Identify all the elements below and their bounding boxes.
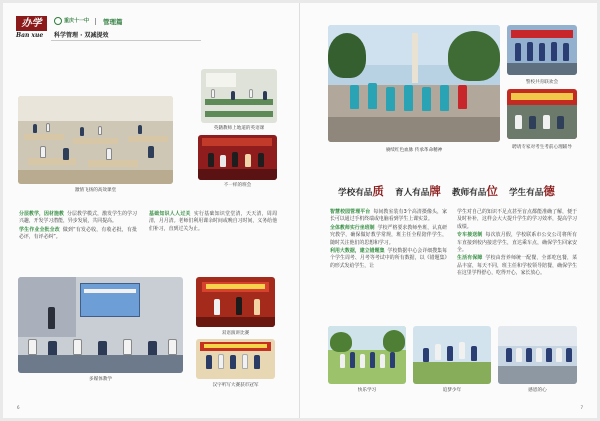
paragraph-meals <box>457 255 577 277</box>
paragraph-teachers-office <box>330 225 447 247</box>
caption-dictation-champion: 汉字听写大赛获市冠军 <box>212 383 259 388</box>
paragraph-body: 学校数据中心会详细搜集每个学生周考、月考等考试中的所有数据，以《错题集》的形式发给学生，让 <box>330 248 447 269</box>
school-name: 重庆十一中 <box>64 18 90 24</box>
photo-foreign-teacher-class <box>201 69 277 123</box>
slogan-key: 德 <box>543 184 555 198</box>
page-number-left: 6 <box>17 405 20 410</box>
header-divider <box>95 18 96 25</box>
paragraph-basic-knowledge <box>149 211 277 233</box>
caption-thanks-mother: 感恩的心 <box>528 388 547 393</box>
paragraph-body: 学生对自己的知识不足点甚至盲点都能准确了解，便于及时补补，这样会大大提升学生的学习效率，提高学习成绩。 <box>457 209 577 230</box>
paragraph-head: 分层教学，因材施教 <box>19 211 65 217</box>
slogan-taste <box>451 184 498 198</box>
left-page <box>3 3 300 418</box>
slogan-key: 位 <box>486 184 498 198</box>
slogan-virtue <box>508 184 555 198</box>
text-column-left <box>330 209 447 271</box>
slogan-prefix: 教师有品 <box>451 188 487 198</box>
photo-red-spirit <box>328 25 500 142</box>
header-logo <box>16 16 47 40</box>
photo-dictation-champion <box>196 339 275 379</box>
slogan-key: 牌 <box>429 184 441 198</box>
caption-foreign-teacher: 英籍教师上地道的英语课 <box>213 126 265 131</box>
text-column-right <box>149 211 277 234</box>
paragraph-head: 生活有保障 <box>457 255 483 262</box>
caption-red-spirit: 赓续红色血脉 传承革命精神 <box>385 148 443 153</box>
slogan-prefix: 学生有品 <box>508 188 544 198</box>
caption-efficient-class: 激情飞扬的高效课堂 <box>74 188 117 193</box>
photo-multimedia-teaching <box>18 277 183 373</box>
slogan-brand <box>394 184 441 198</box>
paragraph-body: 学校严格要求教师坐班，认真研究教学，确保做好教学常规，班主任全程陪伴学生，随时关注他们的思想和学习。 <box>330 224 447 246</box>
caption-police-school: 警校共育联欢会 <box>525 80 559 85</box>
paragraph-head: 基础知识人人过关 <box>149 211 191 217</box>
logo-chinese: 办学 <box>16 16 47 31</box>
photo-efficient-class <box>18 96 173 184</box>
right-page <box>300 3 597 418</box>
caption-happy-study: 快乐学习 <box>357 388 377 393</box>
caption-dream-youth: 追梦少年 <box>442 388 462 393</box>
paragraph-body: 每间教室装有3个高清摄像头，家长可以通过手机终端或电脑看到学生上课实景。 <box>330 209 447 223</box>
slogan-key: 质 <box>372 184 384 198</box>
paragraph-smart-campus <box>330 209 447 224</box>
paragraph-layered-teaching <box>19 211 137 226</box>
school-emblem-icon <box>54 17 62 25</box>
caption-class-meeting: 不一样的班会 <box>223 183 252 188</box>
paragraph-bus <box>457 232 577 254</box>
paragraph-head: 专车接送制 <box>457 232 483 239</box>
caption-speech-contest: 双语演讲比赛 <box>221 331 250 336</box>
paragraph-head: 全体教师实行坐班制 <box>330 224 375 231</box>
paragraph-big-data-cont <box>457 209 577 231</box>
photo-police-school <box>507 25 577 75</box>
paragraph-big-data <box>330 248 447 270</box>
subtitle: 科学管理 · 双减提效 <box>54 32 109 39</box>
photo-dream-youth <box>413 326 491 384</box>
logo-pinyin: Ban xue <box>16 32 44 39</box>
paragraph-body: 实行基础知识堂堂清，天天清，周周清，月月清。老师们利用课余时间或晚自习时间，义务给他们补习，直到过关为止。 <box>149 211 277 232</box>
paragraph-homework <box>19 227 137 242</box>
paragraph-body: 做到“有发必收，有收必批，有批必评，有评必纠”。 <box>19 226 137 241</box>
slogan-quality <box>338 184 384 198</box>
header-underline <box>51 40 201 41</box>
brochure-spread <box>3 3 597 418</box>
caption-expert-counseling: 聘请专家对考生考前心理辅导 <box>512 145 572 150</box>
section-title: 管理篇 <box>103 18 123 26</box>
paragraph-head: 利用大数据，建立错题集 <box>330 248 385 255</box>
paragraph-body: 分层教学模式，激发学生的学习兴趣，开发学习潜能，异步发展，共同提高。 <box>19 211 137 225</box>
paragraph-head: 智慧校园管理平台 <box>330 209 371 215</box>
paragraph-body: 学校由营养师统一配餐，全部吃包餐，菜品丰富，每天不同，班主任和学校领导陪餐，确保学生在这里学得舒心，吃得开心，家长放心。 <box>457 255 577 277</box>
text-column-right <box>457 209 577 279</box>
caption-multimedia: 多媒体教学 <box>89 377 112 382</box>
photo-class-meeting <box>198 135 277 180</box>
slogan-prefix: 育人有品 <box>394 188 430 198</box>
photo-speech-contest <box>196 277 275 327</box>
paragraph-body: 每次放月假，学校联系市公交公司将所有车直接到校内接送学生，直达乘车点，确保学生回家安全。 <box>457 232 577 254</box>
slogan-prefix: 学校有品 <box>338 188 373 198</box>
page-number-right: 7 <box>580 405 583 410</box>
photo-thanks-mother <box>498 326 577 384</box>
paragraph-head: 学生作业全批全改 <box>19 226 60 233</box>
text-column-left <box>19 211 137 243</box>
photo-happy-study <box>328 326 406 384</box>
photo-expert-counseling <box>507 89 577 139</box>
slogan <box>338 180 561 199</box>
